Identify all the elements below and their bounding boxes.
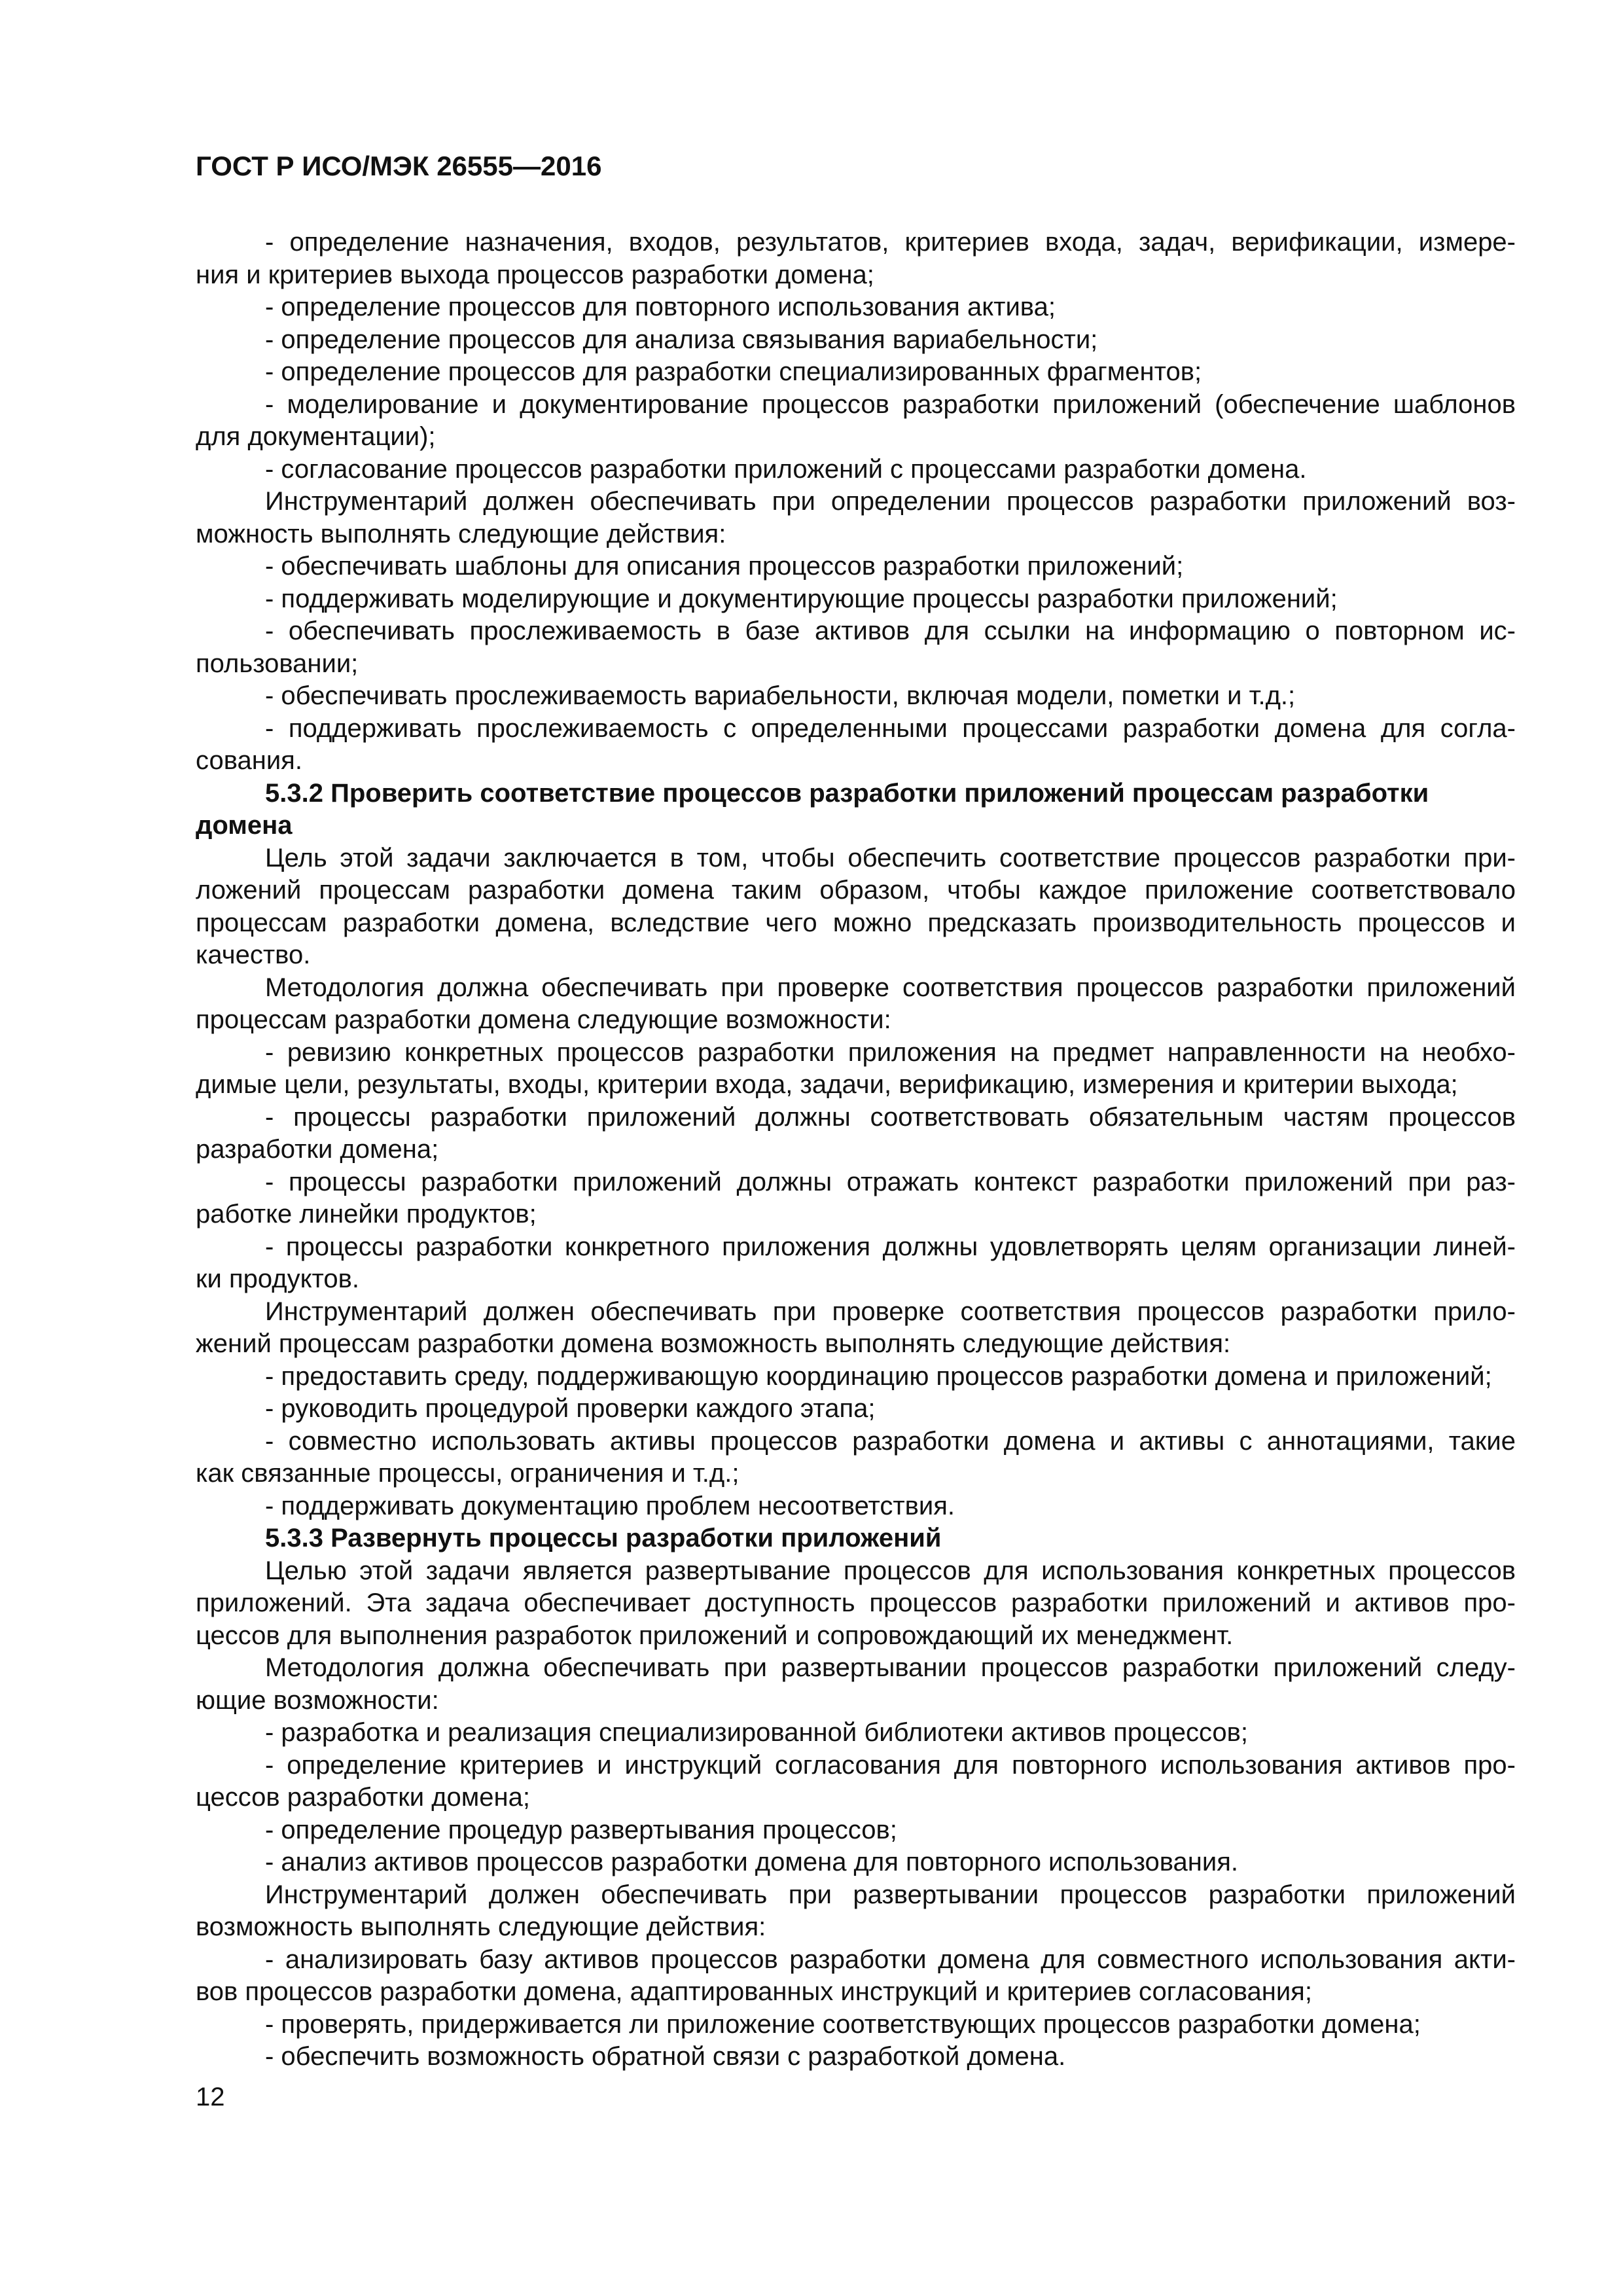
paragraph xyxy=(196,1879,1516,1944)
text-line: - совместно использовать активы процессов разработки домена и активы с аннотациями, такие xyxy=(265,1426,1516,1456)
text-line: качество. xyxy=(196,941,311,969)
text-line: - обеспечивать шаблоны для описания процессов разработки приложений; xyxy=(265,552,1184,581)
text-line: - определение процессов для повторного использования актива; xyxy=(265,293,1056,321)
list-item xyxy=(196,713,1516,778)
text-line: работке линейки продуктов; xyxy=(196,1200,537,1229)
list-item xyxy=(196,1944,1516,2009)
heading-line: 5.3.3 Развернуть процессы разработки приложений xyxy=(265,1524,942,1552)
list-item xyxy=(196,680,1516,713)
text-line: - определение процессов для анализа связывания вариабельности; xyxy=(265,325,1098,354)
list-item xyxy=(196,1393,1516,1426)
text-line: - руководить процедурой проверки каждого этапа; xyxy=(265,1394,876,1423)
text-line: - поддерживать прослеживаемость с определенными процессами разработки домена для согла- xyxy=(265,713,1516,743)
text-line: - поддерживать документацию проблем несоответствия. xyxy=(265,1491,955,1520)
list-item xyxy=(196,1749,1516,1814)
paragraph xyxy=(196,1555,1516,1653)
text-line: - анализировать базу активов процессов разработки домена для совместного использования акти- xyxy=(265,1945,1516,1974)
list-item xyxy=(196,1814,1516,1847)
text-line: Инструментарий должен обеспечивать при определении процессов разработки приложений воз- xyxy=(265,487,1516,516)
list-item xyxy=(196,1490,1516,1523)
list-item xyxy=(196,583,1516,616)
text-line: Цель этой задачи заключается в том, чтобы обеспечить соответствие процессов разработки при- xyxy=(265,843,1516,872)
text-line: - определение назначения, входов, результатов, критериев входа, задач, верификации, измере- xyxy=(265,228,1516,257)
list-item xyxy=(196,1717,1516,1749)
text-line: сования. xyxy=(196,746,302,775)
list-item xyxy=(196,1231,1516,1296)
text-line: - разработка и реализация специализированной библиотеки активов процессов; xyxy=(265,1718,1249,1747)
text-line: - согласование процессов разработки приложений с процессами разработки домена. xyxy=(265,454,1307,484)
list-item xyxy=(196,1361,1516,1393)
list-item xyxy=(196,1102,1516,1166)
text-line: - обеспечивать прослеживаемость вариабельности, включая модели, пометки и т.д.; xyxy=(265,681,1296,710)
text-line: - определение процедур развертывания процессов; xyxy=(265,1815,897,1844)
text-line: - предоставить среду, поддерживающую координацию процессов разработки домена и приложений; xyxy=(265,1361,1492,1391)
text-line: Методология должна обеспечивать при проверке соответствия процессов разработки приложений xyxy=(265,973,1516,1002)
text-line: - процессы разработки приложений должны отражать контекст разработки приложений при раз- xyxy=(265,1167,1516,1196)
text-line: возможность выполнять следующие действия: xyxy=(196,1912,766,1941)
list-item xyxy=(196,550,1516,583)
text-line: ки продуктов. xyxy=(196,1265,359,1293)
text-line: жений процессам разработки домена возможность выполнять следующие действия: xyxy=(196,1329,1231,1358)
list-item xyxy=(196,2009,1516,2041)
list-item xyxy=(196,615,1516,680)
list-item xyxy=(196,1426,1516,1490)
text-line: ющие возможности: xyxy=(196,1685,439,1715)
list-item xyxy=(196,324,1516,357)
text-line: - ревизию конкретных процессов разработки приложения на предмет направленности на необхо- xyxy=(265,1037,1516,1067)
text-line: - определение критериев и инструкций согласования для повторного использования активов про- xyxy=(265,1750,1516,1780)
list-item xyxy=(196,1846,1516,1879)
text-line: Методология должна обеспечивать при развертывании процессов разработки приложений следу- xyxy=(265,1653,1516,1682)
text-line: - анализ активов процессов разработки домена для повторного использования. xyxy=(265,1848,1238,1876)
list-item xyxy=(196,1166,1516,1231)
list-item xyxy=(196,1037,1516,1102)
text-line: приложений. Эта задача обеспечивает доступность процессов разработки приложений и активов про- xyxy=(196,1588,1516,1617)
text-line: Инструментарий должен обеспечивать при развертывании процессов разработки приложений xyxy=(265,1880,1516,1909)
list-item xyxy=(196,356,1516,389)
text-line: можность выполнять следующие действия: xyxy=(196,519,726,548)
page-body xyxy=(196,226,1516,2073)
text-line: как связанные процессы, ограничения и т.д.; xyxy=(196,1459,740,1488)
text-line: - процессы разработки конкретного приложения должны удовлетворять целям организации линей- xyxy=(265,1232,1516,1261)
text-line: разработки домена; xyxy=(196,1135,439,1164)
text-line: Инструментарий должен обеспечивать при проверке соответствия процессов разработки прило- xyxy=(265,1297,1516,1326)
text-line: - поддерживать моделирующие и документирующие процессы разработки приложений; xyxy=(265,584,1338,613)
text-line: процессам разработки домена следующие возможности: xyxy=(196,1005,891,1034)
paragraph xyxy=(196,1652,1516,1717)
list-item xyxy=(196,389,1516,454)
paragraph xyxy=(196,486,1516,550)
text-line: - моделирование и документирование процессов разработки приложений (обеспечение шаблонов xyxy=(265,389,1516,419)
heading-line: 5.3.2 Проверить соответствие процессов разработки приложений процессам разработки xyxy=(265,778,1429,808)
paragraph xyxy=(196,1296,1516,1361)
heading-line: домена xyxy=(196,811,293,840)
list-item xyxy=(196,291,1516,324)
text-line: для документации); xyxy=(196,422,436,451)
paragraph xyxy=(196,842,1516,972)
text-line: димые цели, результаты, входы, критерии входа, задачи, верификацию, измерения и критерии выхода; xyxy=(196,1070,1458,1099)
text-line: - определение процессов для разработки специализированных фрагментов; xyxy=(265,357,1202,386)
text-line: цессов для выполнения разработок приложений и сопровождающий их менеджмент. xyxy=(196,1621,1234,1650)
text-line: ния и критериев выхода процессов разработки домена; xyxy=(196,260,874,289)
text-line: - обеспечивать прослеживаемость в базе активов для ссылки на информацию о повторном ис- xyxy=(265,617,1516,645)
text-line: цессов разработки домена; xyxy=(196,1783,530,1812)
paragraph xyxy=(196,972,1516,1037)
text-line: процессам разработки домена, вследствие чего можно предсказать производительность процессов и xyxy=(196,908,1516,937)
text-line: - процессы разработки приложений должны соответствовать обязательным частям процессов xyxy=(265,1102,1516,1132)
page-number: 12 xyxy=(196,2083,225,2111)
section-heading xyxy=(196,1522,1516,1555)
section-heading xyxy=(196,778,1516,842)
text-line: ложений процессам разработки домена таким образом, чтобы каждое приложение соответствовало xyxy=(196,876,1516,905)
text-line: пользовании; xyxy=(196,649,359,678)
text-line: - проверять, придерживается ли приложение соответствующих процессов разработки домена; xyxy=(265,2009,1421,2039)
text-line: вов процессов разработки домена, адаптированных инструкций и критериев согласования; xyxy=(196,1977,1312,2006)
running-header: ГОСТ Р ИСО/МЭК 26555—2016 xyxy=(196,151,602,181)
text-line: - обеспечить возможность обратной связи с разработкой домена. xyxy=(265,2042,1066,2071)
list-item xyxy=(196,226,1516,291)
text-line: Целью этой задачи является развертывание процессов для использования конкретных процессов xyxy=(265,1556,1516,1585)
list-item xyxy=(196,2041,1516,2073)
list-item xyxy=(196,454,1516,486)
